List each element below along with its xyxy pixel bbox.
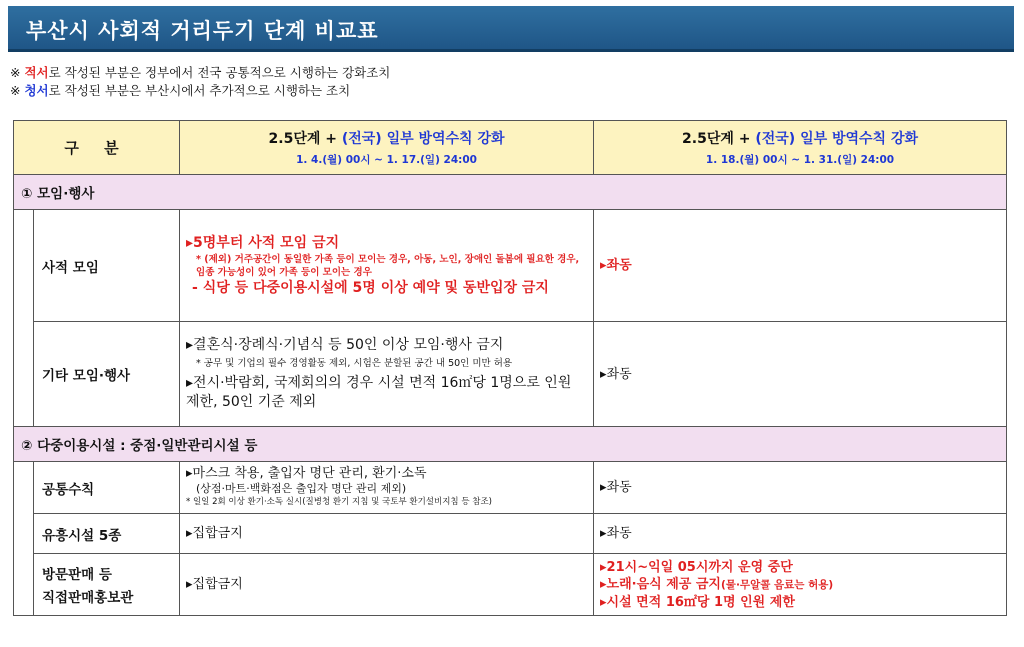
cell-private-col1: ▸5명부터 사적 모임 금지 * (제외) 거주공간이 동일한 가족 등이 모이는 경우, 아동, 노인, 장애인 돌봄에 필요한 경우, 임종 가능성이 있어 가족 등이 모이는 경우 - 식당 등 다중이용시설에 5명 이상 예약 및 동반입장 금지 [180, 210, 594, 322]
header-gubun: 구 분 [14, 121, 180, 175]
header-col2: 2.5단계 + (전국) 일부 방역수칙 강화 1. 18.(월) 00시 ~ 1. 31.(일) 24:00 [594, 121, 1007, 175]
comparison-table [13, 120, 1007, 616]
row-label-sales: 방문판매 등 직접판매홍보관 [34, 554, 180, 616]
cell-private-col2: ▸좌동 [594, 210, 1007, 322]
row-label-events: 기타 모임·행사 [34, 322, 180, 427]
cell-events-col1: ▸결혼식·장례식·기념식 등 50인 이상 모임·행사 금지 * 공무 및 기업의 필수 경영활동 제외, 시험은 분할된 공간 내 50인 미만 허용 ▸전시·박람회, 국제회의의 경우 시설 면적 16㎡당 1명으로 인원 제한, 50인 기준 제외 [180, 322, 594, 427]
header-col2-period: 1. 18.(월) 00시 ~ 1. 31.(일) 24:00 [705, 154, 895, 166]
cell-entertainment-col1: ▸집합금지 [180, 514, 594, 554]
cell-common-col2: ▸좌동 [594, 462, 1007, 514]
table-row [14, 322, 1007, 427]
cell-sales-col1: ▸집합금지 [180, 554, 594, 616]
header-col1: 2.5단계 + (전국) 일부 방역수칙 강화 1. 4.(월) 00시 ~ 1. 17.(일) 24:00 [180, 121, 594, 175]
note-blue: ※ 청서로 작성된 부분은 부산시에서 추가적으로 시행하는 조치 [10, 83, 351, 98]
note-red: ※ 적서로 작성된 부분은 정부에서 전국 공통적으로 시행하는 강화조치 [10, 65, 391, 80]
row-label-common: 공통수칙 [34, 462, 180, 514]
table-row [14, 554, 1007, 616]
row-label-entertainment: 유흥시설 5종 [34, 514, 180, 554]
header-col1-period: 1. 4.(월) 00시 ~ 1. 17.(일) 24:00 [296, 154, 477, 166]
note-blue-key: 청서 [24, 83, 49, 98]
table-row [14, 210, 1007, 322]
cell-entertainment-col2: ▸좌동 [594, 514, 1007, 554]
section-gatherings: ① 모임·행사 [14, 175, 1007, 210]
cell-events-col2: ▸좌동 [594, 322, 1007, 427]
title-bar [8, 6, 1014, 52]
section-facilities: ② 다중이용시설 : 중점·일반관리시설 등 [14, 427, 1007, 462]
page-title: 부산시 사회적 거리두기 단계 비교표 [26, 19, 379, 43]
row-label-private: 사적 모임 [34, 210, 180, 322]
note-red-key: 적서 [24, 65, 49, 80]
cell-common-col1: ▸마스크 착용, 출입자 명단 관리, 환기·소독 (상점·마트·백화점은 출입자 명단 관리 제외) * 일일 2회 이상 환기·소독 실시(질병청 환기 지침 및 국토부 환기설비지침 등 참조) [180, 462, 594, 514]
cell-sales-col2: ▸21시~익일 05시까지 운영 중단 ▸노래·음식 제공 금지(물·무알콜 음료는 허용) ▸시설 면적 16㎡당 1명 인원 제한 [594, 554, 1007, 616]
legend-notes [10, 64, 390, 100]
table-row [14, 462, 1007, 514]
table-row [14, 514, 1007, 554]
